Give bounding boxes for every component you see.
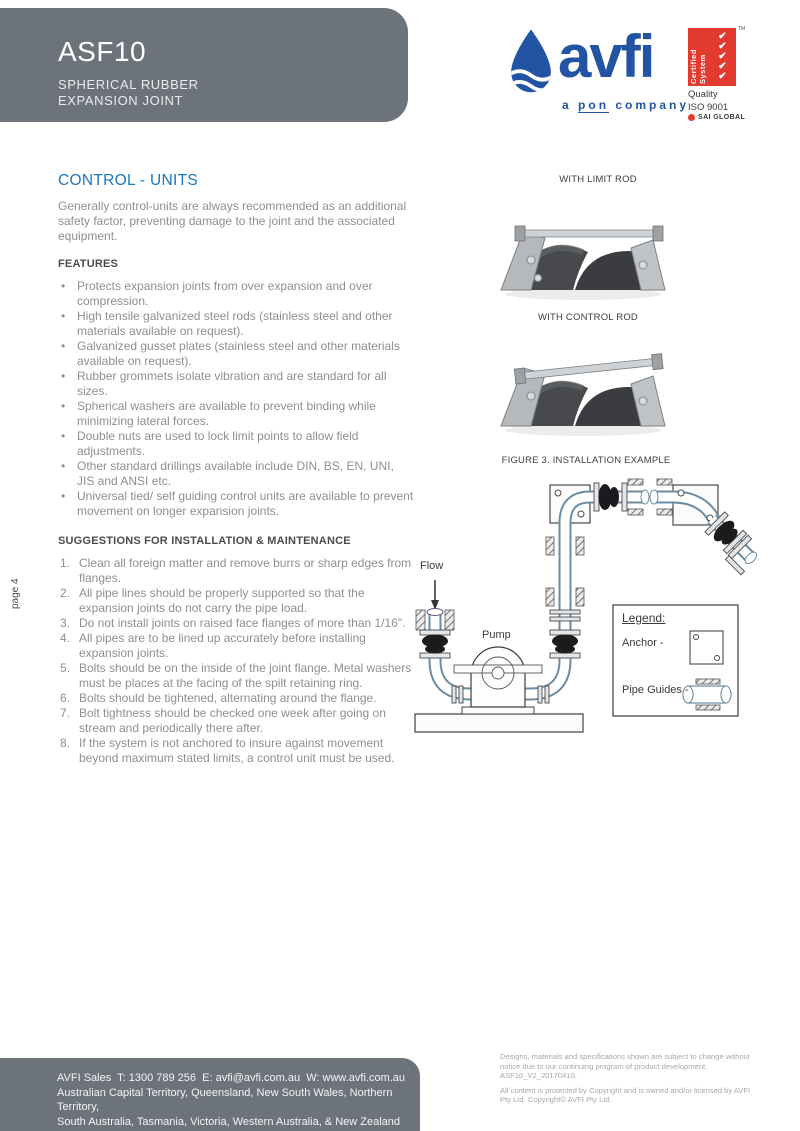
limit-rod-photo xyxy=(483,190,683,310)
cert-check-icon: ✔ ✔ ✔ ✔ ✔ xyxy=(718,31,727,82)
suggestion-item: Bolts should be on the inside of the joint flange. Metal washers must be places at the facing of the spilt retaining ring. xyxy=(79,661,412,690)
feature-item: • Protects expansion joints from over expansion and over compression. xyxy=(58,279,414,309)
installation-diagram xyxy=(400,462,800,742)
legal-paragraph-1: Designs, materials and specifications shown are subject to change without notice due to our continuing program of product development. ASF10_V2_20170410. xyxy=(500,1052,750,1080)
features-heading: FEATURES xyxy=(58,258,119,270)
sai-global-label: SAI GLOBAL xyxy=(698,114,746,121)
tagline-pon: pon xyxy=(578,98,610,112)
iso-9001-label: ISO 9001 xyxy=(688,102,729,113)
section-title: CONTROL - UNITS xyxy=(58,172,198,189)
trademark-label: TM xyxy=(738,26,746,32)
footer-sales-line: AVFI Sales T: 1300 789 256 E: avfi@avfi.com.au W: www.avfi.com.au xyxy=(57,1072,406,1084)
features-list xyxy=(58,279,414,519)
footer-legal-block xyxy=(500,1052,752,1110)
legend-title: Legend: xyxy=(622,611,666,625)
page-number-vertical: page 4 xyxy=(10,578,21,609)
footer-regions-line2: South Australia, Tasmania, Victoria, Western Australia, & New Zealand xyxy=(57,1115,401,1128)
footer-band xyxy=(0,1058,420,1131)
feature-item: • Spherical washers are available to prevent binding while minimizing lateral forces. xyxy=(58,399,414,429)
suggestion-item: Clean all foreign matter and remove burrs or sharp edges from flanges. xyxy=(79,556,412,585)
control-rod-photo xyxy=(483,328,683,445)
suggestion-item: All pipe lines should be properly supported so that the expansion joints do not carry the pipe load. xyxy=(79,586,365,615)
main-text-column xyxy=(58,172,414,766)
sai-global-dot-icon xyxy=(688,114,695,121)
avfi-logo-text: avfi xyxy=(558,23,654,90)
product-subtitle-line1: SPHERICAL RUBBER xyxy=(58,77,199,92)
limit-rod-caption: WITH LIMIT ROD xyxy=(559,174,637,185)
legend-anchor-label: Anchor - xyxy=(622,637,664,649)
flow-label: Flow xyxy=(420,560,444,572)
flow-arrow xyxy=(431,580,439,610)
tagline-company: company xyxy=(615,98,690,112)
suggestion-item: Bolt tightness should be checked one week after going on stream and periodically there after. xyxy=(79,706,386,735)
suggestion-item: Bolts should be tightened, alternating around the flange. xyxy=(79,691,377,705)
control-rod-caption: WITH CONTROL ROD xyxy=(538,312,638,323)
legend-pipe-guides-label: Pipe Guides - xyxy=(622,684,689,696)
certified-system-badge xyxy=(688,28,736,86)
feature-item: • Galvanized gusset plates (stainless steel and other materials available on request). xyxy=(58,339,414,369)
suggestion-item: All pipes are to be lined up accurately before installing expansion joints. xyxy=(79,631,366,660)
tagline-a: a xyxy=(562,98,572,112)
certified-system-label: Certified System xyxy=(689,49,707,84)
suggestions-heading: SUGGESTIONS FOR INSTALLATION & MAINTENANCE xyxy=(58,535,351,547)
header-band xyxy=(0,8,408,122)
feature-item: • Universal tied/ self guiding control units are available to prevent movement on longer expansion joints. xyxy=(58,489,414,519)
intro-paragraph: Generally control-units are always recommended as an additional safety factor, preventing damage to the joint and the associated equipment. xyxy=(58,199,407,243)
feature-item: • Double nuts are used to lock limit points to allow field adjustments. xyxy=(58,429,414,459)
footer-regions-line1: Australian Capital Territory, Queensland, New South Wales, Northern Territory, xyxy=(57,1086,393,1113)
product-subtitle-line2: EXPANSION JOINT xyxy=(58,93,184,108)
product-code-title: ASF10 xyxy=(58,36,147,67)
legal-paragraph-2: All content is protected by Copyright and is owned and/or licensed by AVFI Pty Ltd. Copyright© AVFI Pty Ltd. xyxy=(500,1085,751,1104)
suggestions-list xyxy=(58,556,414,766)
avfi-drop-icon xyxy=(508,28,554,111)
pump-label: Pump xyxy=(482,629,511,641)
feature-item: • High tensile galvanized steel rods (stainless steel and other materials available on request). xyxy=(58,309,414,339)
feature-item: • Rubber grommets isolate vibration and are standard for all sizes. xyxy=(58,369,414,399)
brand-tagline xyxy=(562,98,689,112)
iso-quality-block xyxy=(688,88,728,114)
figure3-caption: FIGURE 3. INSTALLATION EXAMPLE xyxy=(501,455,671,466)
quality-label: Quality xyxy=(688,89,718,100)
suggestion-item: If the system is not anchored to insure against movement beyond maximum stated limits, a control unit must be used. xyxy=(79,736,395,765)
suggestion-item: Do not install joints on raised face flanges of more than 1/16". xyxy=(79,616,406,630)
sai-global-row xyxy=(688,114,745,121)
feature-item: • Other standard drillings available include DIN, BS, EN, UNI, JIS and ANSI etc. xyxy=(58,459,414,489)
